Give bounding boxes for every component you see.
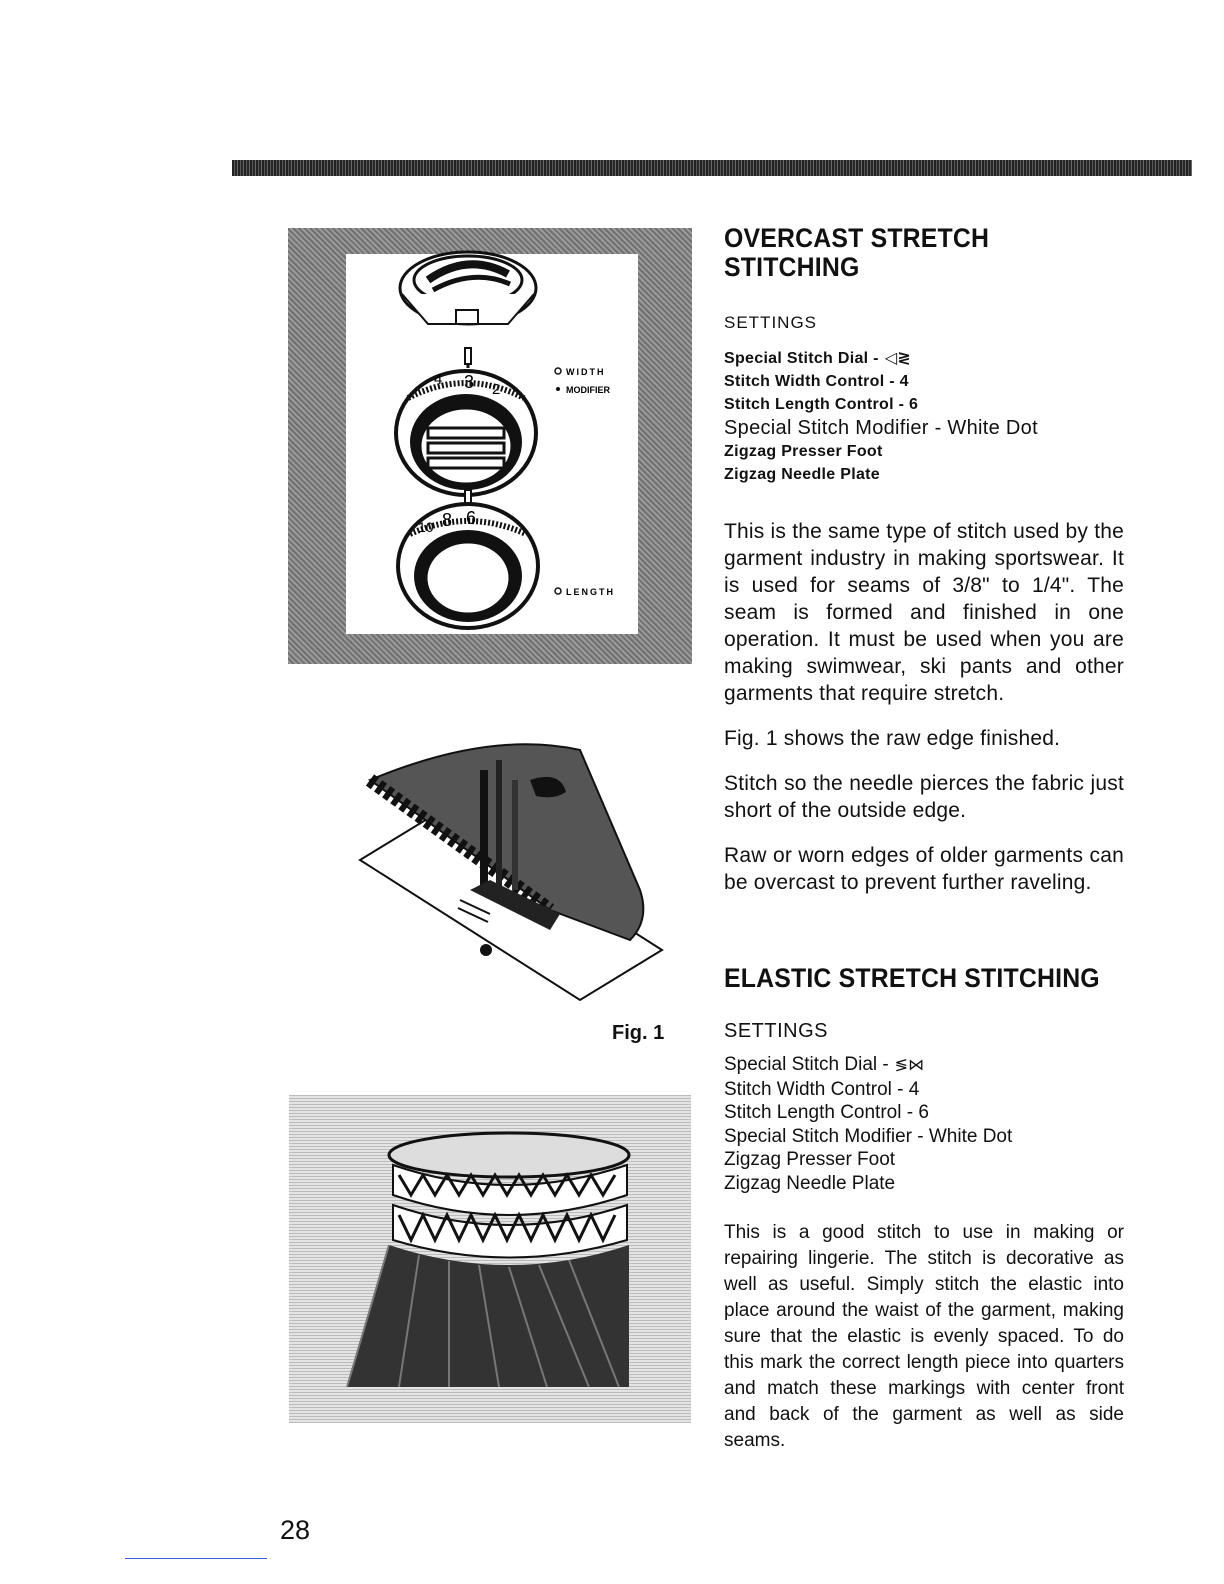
elastic-setting-modifier: Special Stitch Modifier - White Dot — [724, 1125, 1013, 1147]
width-number-4: 4 — [434, 371, 443, 388]
modifier-label: MODIFIER — [566, 385, 610, 395]
width-label: WIDTH — [566, 367, 606, 377]
overcast-setting-foot: Zigzag Presser Foot — [724, 443, 883, 460]
length-label: LENGTH — [566, 587, 615, 597]
waistband-drawing — [289, 1095, 691, 1423]
width-dial-icon — [396, 348, 536, 495]
dial-settings-illustration — [288, 228, 692, 664]
width-number-2: 2 — [492, 381, 501, 398]
elastic-settings — [724, 1020, 1124, 1195]
scan-underline-mark — [125, 1558, 267, 1559]
overcast-title-line2: STITCHING — [724, 252, 860, 282]
overcast-setting-width: Stitch Width Control - 4 — [724, 373, 909, 390]
width-number-3: 3 — [464, 372, 475, 392]
presser-foot-drawing — [340, 700, 692, 1060]
overcast-paragraph-4: Raw or worn edges of older garments can be overcast to prevent further raveling. — [724, 844, 1124, 894]
elastic-setting-plate: Zigzag Needle Plate — [724, 1172, 896, 1194]
length-dial-icon — [398, 490, 538, 628]
overcast-paragraph-3: Stitch so the needle pierces the fabric just short of the outside edge. — [724, 772, 1124, 822]
fig-1-label: Fig. 1 — [612, 1022, 665, 1044]
overcast-setting-modifier: Special Stitch Modifier - White Dot — [724, 417, 1038, 439]
dial-drawing — [288, 228, 692, 664]
overcast-setting-dial-text: Special Stitch Dial - — [724, 350, 879, 367]
elastic-title: ELASTIC STRETCH STITCHING — [724, 963, 1100, 993]
page-number: 28 — [280, 1515, 311, 1545]
elastic-setting-width: Stitch Width Control - 4 — [724, 1078, 920, 1100]
elastic-setting-dial — [724, 1053, 1124, 1078]
overcast-setting-dial — [724, 347, 1124, 370]
overcast-paragraph-1: This is the same type of stitch used by the garment industry in making sportswear. It is used for seams of 3/8" to 1/4". The seam is formed and finished in one operation. It must be used when you are making swimwear, ski pants and other garments that require stretch. — [724, 520, 1124, 705]
overcast-stitch-symbol-icon: ◁≷ — [884, 350, 912, 367]
elastic-section — [724, 964, 1154, 993]
overcast-paragraph-2: Fig. 1 shows the raw edge finished. — [724, 727, 1061, 750]
elastic-stitch-symbol-icon: ≶⋈ — [894, 1057, 925, 1074]
elastic-waistband-illustration — [289, 1095, 691, 1423]
elastic-settings-label: SETTINGS — [724, 1020, 829, 1042]
length-number-6: 6 — [466, 508, 477, 528]
elastic-body — [724, 1220, 1124, 1454]
header-rule — [232, 160, 1192, 176]
overcast-settings — [724, 313, 1124, 486]
elastic-setting-foot: Zigzag Presser Foot — [724, 1149, 896, 1170]
elastic-paragraph: This is a good stitch to use in making or repairing lingerie. The stitch is decorative as well as useful. Simply stitch the elastic into place around the waist of the garment, making sure that the elastic is evenly spaced. To do this mark the correct length piece into quarters and match these markings with center front and back of the garment as well as side seams. — [724, 1222, 1124, 1451]
overcast-setting-length: Stitch Length Control - 6 — [724, 396, 919, 413]
length-number-10: 10 — [418, 519, 434, 535]
overcast-section — [724, 224, 1124, 282]
elastic-setting-dial-text: Special Stitch Dial - — [724, 1054, 889, 1075]
overcast-settings-list — [724, 347, 1124, 486]
length-number-8: 8 — [442, 510, 453, 530]
overcast-body — [724, 518, 1124, 896]
overcast-settings-label: SETTINGS — [724, 313, 818, 332]
elastic-setting-length: Stitch Length Control - 6 — [724, 1102, 929, 1123]
fig-1-illustration — [340, 700, 692, 1060]
overcast-title-line1: OVERCAST STRETCH — [724, 223, 990, 253]
special-stitch-dial-icon — [400, 252, 536, 324]
overcast-setting-plate: Zigzag Needle Plate — [724, 466, 880, 483]
elastic-settings-list — [724, 1053, 1124, 1195]
